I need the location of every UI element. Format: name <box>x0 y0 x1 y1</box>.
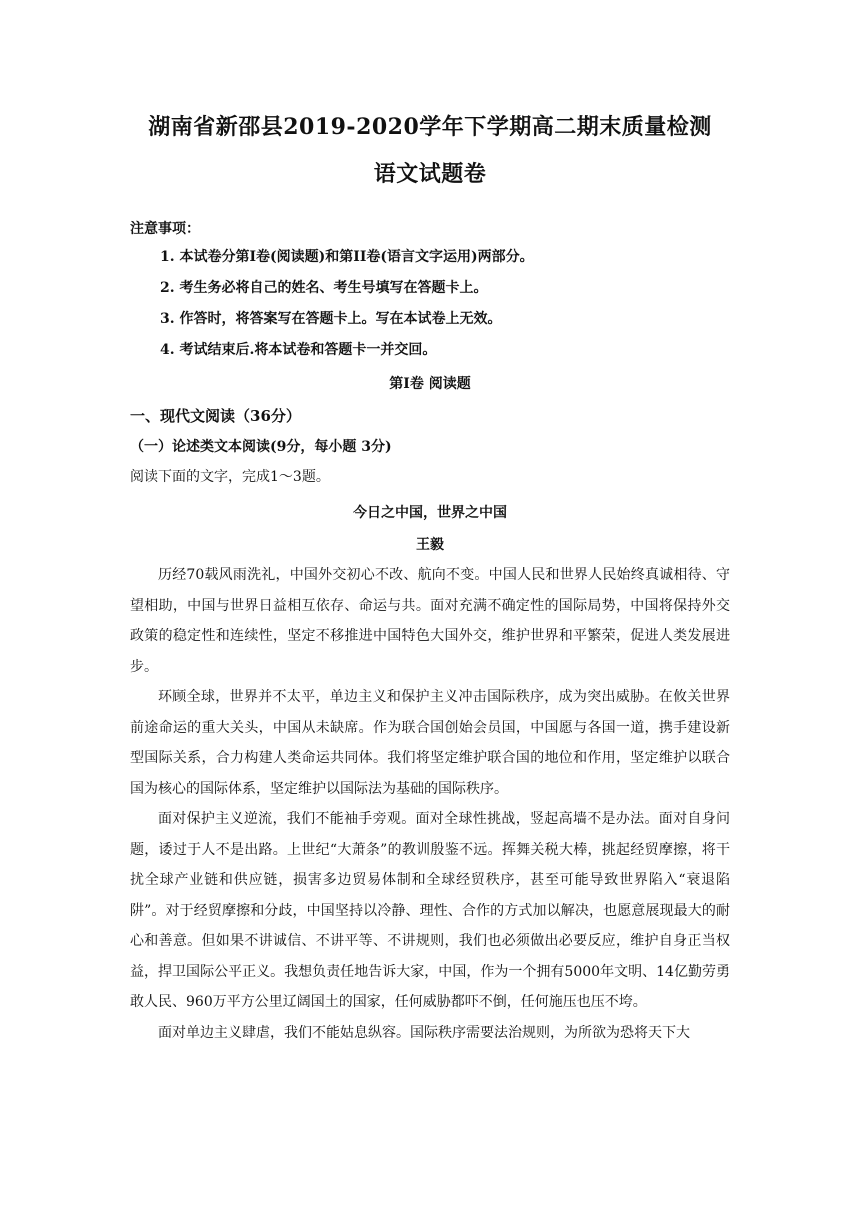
part-heading: 第Ⅰ卷 阅读题 <box>389 376 471 392</box>
article-paragraph: 环顾全球，世界并不太平，单边主义和保护主义冲击国际秩序，成为突出威胁。在攸关世界前途命运的重大关头，中国从未缺席。作为联合国创始会员国，中国愿与各国一道，携手建设新型国际关系，合力构建人类命运共同体。我们将坚定维护联合国的地位和作用，坚定维护以联合国为核心的国际体系，坚定维护以国际法为基础的国际秩序。 <box>130 689 730 797</box>
subsection-heading: （一）论述类文本阅读(9分，每小题 3分) <box>130 439 392 455</box>
article-body <box>130 560 730 1048</box>
article-author: 王毅 <box>416 537 444 553</box>
document-subtitle: 语文试题卷 <box>373 161 487 187</box>
notes-item: 2. 考生务必将自己的姓名、考生号填写在答题卡上。 <box>160 280 488 296</box>
article-paragraph: 面对单边主义肆虐，我们不能姑息纵容。国际秩序需要法治规则，为所欲为恐将天下大 <box>158 1024 690 1041</box>
section-heading: 一、现代文阅读（36分） <box>130 407 301 425</box>
reading-instruction: 阅读下面的文字，完成1～3题。 <box>130 469 330 485</box>
notes-heading: 注意事项： <box>130 221 200 237</box>
document-title: 湖南省新邵县2019-2020学年下学期高二期末质量检测 <box>148 114 712 140</box>
notes-list <box>130 246 730 359</box>
notes-item: 1. 本试卷分第Ⅰ卷(阅读题)和第II卷(语言文字运用)两部分。 <box>160 249 534 265</box>
article-paragraph: 历经70载风雨洗礼，中国外交初心不改、航向不变。中国人民和世界人民始终真诚相待、守望相助，中国与世界日益相互依存、命运与共。面对充满不确定性的国际局势，中国将保持外交政策的稳定性和连续性，坚定不移推进中国特色大国外交，维护世界和平繁荣，促进人类发展进步。 <box>130 567 730 675</box>
article-title: 今日之中国，世界之中国 <box>353 505 507 521</box>
notes-item: 4. 考试结束后.将本试卷和答题卡一并交回。 <box>160 342 437 358</box>
document-page <box>130 110 730 1048</box>
notes-item: 3. 作答时，将答案写在答题卡上。写在本试卷上无效。 <box>160 311 502 327</box>
article-paragraph: 面对保护主义逆流，我们不能袖手旁观。面对全球性挑战，竖起高墙不是办法。面对自身问题，诿过于人不是出路。上世纪“大萧条”的教训殷鉴不远。挥舞关税大棒，挑起经贸摩擦，将干扰全球产业链和供应链，损害多边贸易体制和全球经贸秩序，甚至可能导致世界陷入“衰退陷阱”。对于经贸摩擦和分歧，中国坚持以冷静、理性、合作的方式加以解决，也愿意展现最大的耐心和善意。但如果不讲诚信、不讲平等、不讲规则，我们也必须做出必要反应，维护自身正当权益，捍卫国际公平正义。我想负责任地告诉大家，中国，作为一个拥有5000年文明、14亿勤劳勇敢人民、960万平方公里辽阔国土的国家，任何威胁都吓不倒，任何施压也压不垮。 <box>130 811 730 1010</box>
